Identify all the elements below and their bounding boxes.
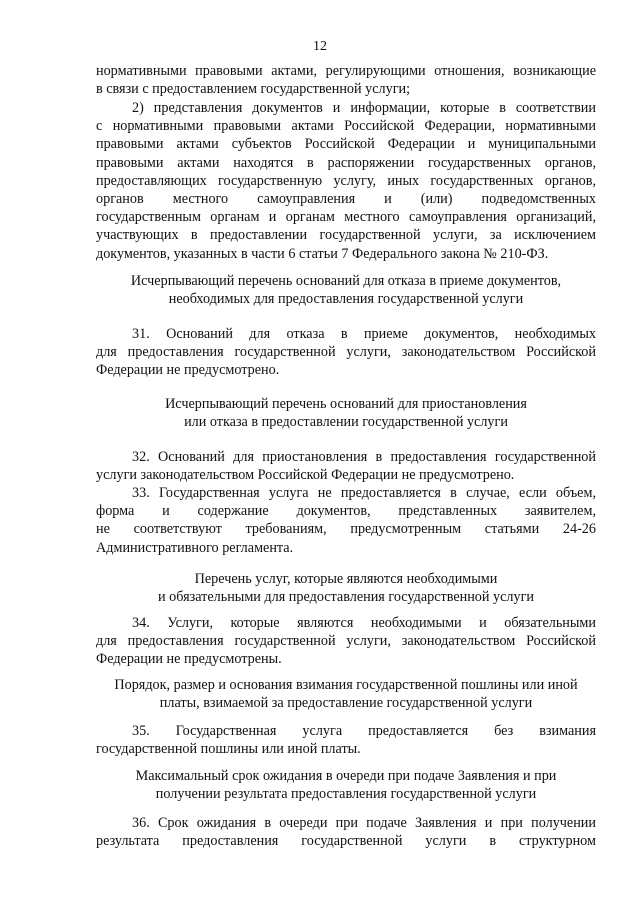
text-line: Административного регламента. <box>96 539 294 556</box>
text-line: с нормативными правовыми актами Российской Федерации, нормативными <box>96 118 596 135</box>
heading-line: платы, взимаемой за предоставление государственной услуги <box>159 695 533 712</box>
text-line: Федерации не предусмотрены. <box>96 651 282 668</box>
paragraph-36 <box>96 814 596 850</box>
section-heading <box>96 676 596 712</box>
text-line: участвующих в предоставлении государственной услуги, за исключением <box>96 227 596 244</box>
text-line: Федерации не предусмотрено. <box>96 362 280 379</box>
heading-line: Порядок, размер и основания взимания государственной пошлины или иной <box>114 677 578 693</box>
text-line: правовыми актами находятся в распоряжении государственных органов, <box>96 154 596 171</box>
section-heading <box>96 570 596 606</box>
text-line: 34. Услуги, которые являются необходимыми и обязательными <box>132 615 596 631</box>
page-number: 12 <box>313 39 327 54</box>
heading-line: и обязательными для предоставления государственной услуги <box>157 589 535 606</box>
text-line: результата предоставления государственной услуги в структурном <box>96 833 596 850</box>
text-line: государственной пошлины или иной платы. <box>96 741 361 758</box>
heading-line: Максимальный срок ожидания в очереди при подаче Заявления и при <box>135 768 557 784</box>
paragraph-34 <box>96 614 596 669</box>
section-heading <box>96 767 596 803</box>
paragraph-35 <box>96 722 596 758</box>
heading-line: необходимых для предоставления государственной услуги <box>168 291 524 308</box>
text-line: в связи с предоставлением государственной услуги; <box>96 81 411 98</box>
paragraph-item-2 <box>96 99 596 263</box>
text-line: услуги законодательством Российской Федерации не предусмотрено. <box>96 467 515 484</box>
text-line: органов местного самоуправления и (или) подведомственных <box>96 190 596 207</box>
heading-line: Исчерпывающий перечень оснований для отказа в приеме документов, <box>130 273 562 289</box>
text-line: форма и содержание документов, представленных заявителем, <box>96 503 596 520</box>
heading-line: Исчерпывающий перечень оснований для приостановления <box>165 396 527 412</box>
text-line: не соответствуют требованиям, предусмотренным статьями 24-26 <box>96 521 596 538</box>
text-line: 2) представления документов и информации, которые в соответствии <box>132 100 596 116</box>
section-heading <box>96 395 596 431</box>
heading-line: или отказа в предоставлении государственной услуги <box>184 414 508 431</box>
text-line: 31. Оснований для отказа в приеме документов, необходимых <box>132 326 596 342</box>
heading-line: Перечень услуг, которые являются необходимыми <box>194 571 498 587</box>
text-line: правовыми актами субъектов Российской Федерации и муниципальными <box>96 136 596 153</box>
text-line: 36. Срок ожидания в очереди при подаче Заявления и при получении <box>132 815 596 831</box>
paragraph-32 <box>96 448 596 484</box>
text-line: нормативными правовыми актами, регулирующими отношения, возникающие <box>96 63 596 79</box>
text-line: государственным органам и органам местного самоуправления организаций, <box>96 209 596 226</box>
text-line: 32. Оснований для приостановления в предоставления государственной <box>132 449 596 465</box>
text-line: для предоставления государственной услуги, законодательством Российской <box>96 344 596 361</box>
heading-line: получении результата предоставления государственной услуги <box>155 786 537 803</box>
text-line: для предоставления государственной услуги, законодательством Российской <box>96 633 596 650</box>
text-line: предоставляющих государственную услугу, иных государственных органов, <box>96 172 596 189</box>
text-line: 33. Государственная услуга не предоставляется в случае, если объем, <box>132 485 596 501</box>
paragraph-31 <box>96 325 596 380</box>
paragraph-continuation <box>96 62 596 98</box>
paragraph-33 <box>96 484 596 557</box>
text-line: 35. Государственная услуга предоставляется без взимания <box>132 723 596 739</box>
section-heading <box>96 272 596 308</box>
text-line: документов, указанных в части 6 статьи 7 Федерального закона № 210-ФЗ. <box>96 245 549 262</box>
